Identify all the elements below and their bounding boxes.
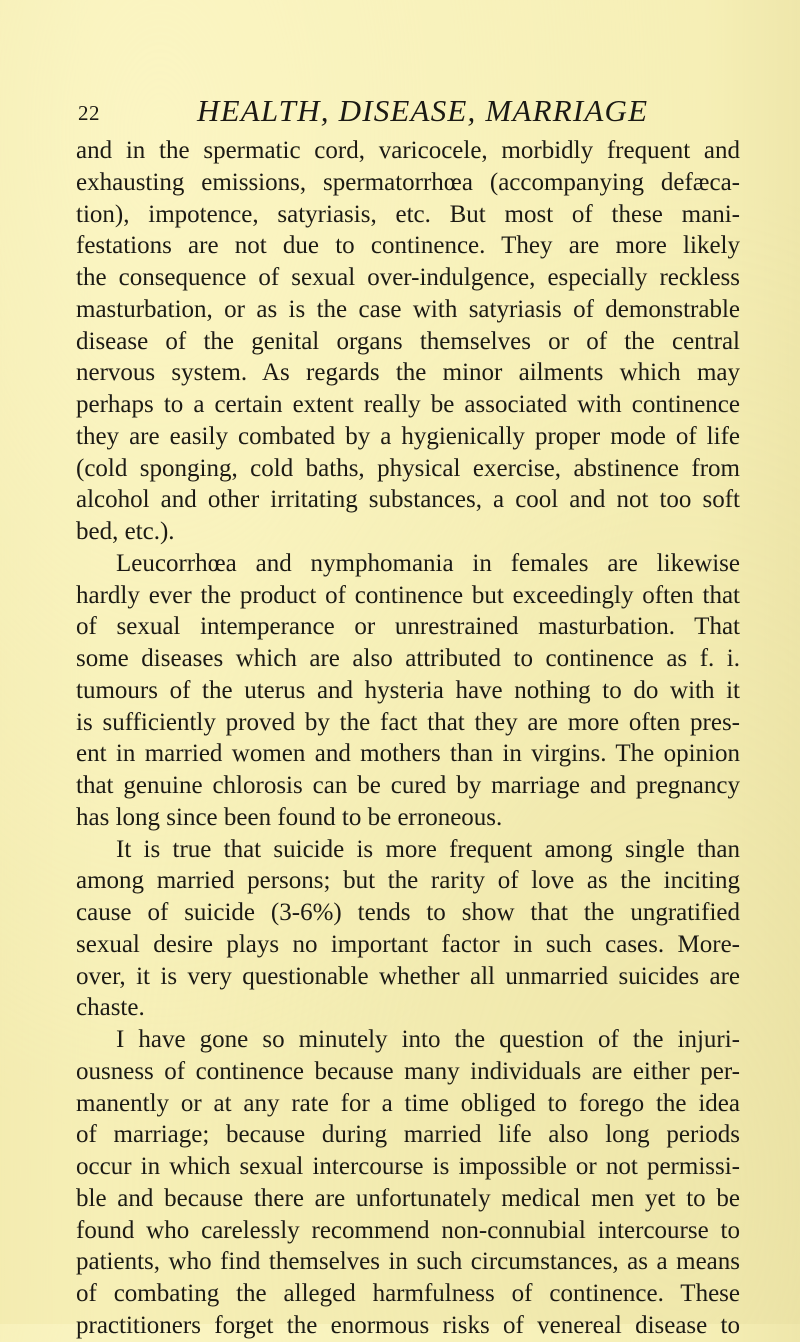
text-line: cause of suicide (3-6%) tends to show that the ungratified <box>76 899 740 926</box>
text-line: among married persons; but the rarity of love as the inciting <box>76 867 740 895</box>
text-line: found who carelessly recommend non-connubial intercourse to <box>76 1216 740 1244</box>
text-line: (cold sponging, cold baths, physical exercise, abstinence from <box>76 454 740 482</box>
text-line: tumours of the uterus and hysteria have nothing to do with it <box>76 676 740 704</box>
text-line: festations are not due to continence. They are more likely <box>76 232 740 260</box>
text-line: tion), impotence, satyriasis, etc. But most of these mani- <box>76 200 740 228</box>
text-line: has long since been found to be erroneous. <box>76 803 503 831</box>
text-line: of combating the alleged harmfulness of continence. These <box>76 1280 740 1307</box>
text-line: they are easily combated by a hygienically proper mode of life <box>76 422 740 450</box>
text-line: ble and because there are unfortunately medical men yet to be <box>76 1184 740 1212</box>
text-line: exhausting emissions, spermatorrhœa (accompanying defæca- <box>76 168 740 196</box>
text-line: sexual desire plays no important factor in such cases. More- <box>76 930 740 958</box>
text-line: of sexual intemperance or unrestrained masturbation. That <box>76 613 740 641</box>
book-page <box>76 93 740 1342</box>
text-line: perhaps to a certain extent really be associated with continence <box>76 391 740 418</box>
text-line: bed, etc.). <box>76 518 175 545</box>
text-line: manently or at any rate for a time obliged to forego the idea <box>76 1089 740 1117</box>
text-line: is sufficiently proved by the fact that they are more often pres- <box>76 708 740 736</box>
text-line: masturbation, or as is the case with satyriasis of demonstrable <box>76 295 740 323</box>
text-line: hardly ever the product of continence but exceedingly often that <box>76 581 740 609</box>
text-line: over, it is very questionable whether all unmarried suicides are <box>76 962 740 990</box>
text-line: and in the spermatic cord, varicocele, morbidly frequent and <box>76 137 740 164</box>
text-line: the consequence of sexual over-indulgence, especially reckless <box>76 264 740 291</box>
running-title: HEALTH, DISEASE, MARRIAGE <box>197 93 649 128</box>
text-line: that genuine chlorosis can be cured by marriage and pregnancy <box>76 772 740 799</box>
text-line: some diseases which are also attributed to continence as f. i. <box>76 645 740 672</box>
text-line: It is true that suicide is more frequent among single than <box>116 835 740 863</box>
text-line: ousness of continence because many individuals are either per- <box>76 1057 740 1085</box>
text-line: occur in which sexual intercourse is impossible or not permissi- <box>76 1153 740 1180</box>
text-line: practitioners forget the enormous risks of venereal disease to <box>76 1311 740 1339</box>
running-head <box>76 93 740 129</box>
text-line: patients, who find themselves in such circumstances, as a means <box>76 1248 740 1276</box>
text-line: nervous system. As regards the minor ailments which may <box>76 359 740 387</box>
text-line: ent in married women and mothers than in virgins. The opinion <box>76 740 740 768</box>
text-line: chaste. <box>76 994 145 1022</box>
text-line: alcohol and other irritating substances, a cool and not too soft <box>76 486 740 514</box>
text-line: of marriage; because during married life also long periods <box>76 1121 740 1149</box>
body-text <box>76 135 740 1342</box>
text-line: disease of the genital organs themselves or of the central <box>76 327 740 355</box>
page-number: 22 <box>78 101 100 125</box>
text-line: I have gone so minutely into the question of the injuri- <box>116 1026 740 1053</box>
text-line: Leucorrhœa and nymphomania in females are likewise <box>116 549 740 577</box>
